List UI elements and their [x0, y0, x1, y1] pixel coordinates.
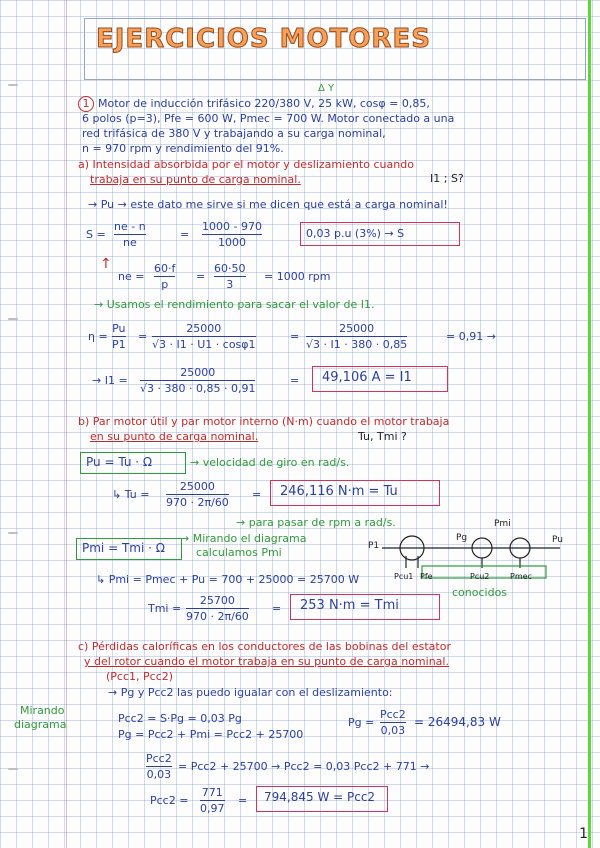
eta-numerator-3: 25000 — [339, 322, 375, 335]
diagram-note-2: calculamos Pmi — [196, 546, 282, 559]
ne-numerator-values: 60·50 — [214, 262, 246, 275]
diagram-label-pcu1: Pcu1 — [394, 572, 414, 581]
problem-line-4: n = 970 rpm y rendimiento del 91%. — [82, 142, 284, 155]
pmi-formula: Pmi = Tmi · Ω — [82, 541, 165, 555]
pcc2-label: Pcc2 = — [150, 794, 189, 807]
i1-fraction — [140, 366, 255, 395]
problem-line-2: 6 polos (p=3), Pfe = 600 W, Pmec = 700 W. Motor conectado a una — [82, 112, 455, 125]
eq3-fraction — [146, 752, 172, 781]
part-b-question-2: en su punto de carga nominal. — [90, 430, 259, 443]
ne-denominator: p — [161, 278, 169, 291]
rad-note: → para pasar de rpm a rad/s. — [236, 516, 396, 529]
tu-result: 246,116 N·m = Tu — [280, 484, 398, 499]
rendimiento-note: → Usamos el rendimiento para sacar el valor de I1. — [94, 298, 375, 311]
page-title: EJERCICIOS MOTORES — [96, 24, 431, 54]
tu-label: ↳ Tu = — [112, 488, 150, 501]
s-numerator: ne - n — [114, 220, 146, 233]
eq3-denominator: 0,03 — [146, 768, 172, 781]
eq3-rest: = Pcc2 + 25700 → Pcc2 = 0,03 Pcc2 + 771 → — [178, 760, 430, 773]
tu-denominator: 970 · 2π/60 — [166, 496, 229, 509]
part-b-question-1: b) Par motor útil y par motor interno (N·m) cuando el motor trabaja — [78, 415, 450, 428]
eta-numerator-2: 25000 — [186, 322, 222, 335]
tmi-equals: = — [272, 602, 282, 615]
ne-label: ne = — [118, 270, 145, 283]
part-c-question-3: (Pcc1, Pcc2) — [106, 670, 174, 683]
s-denominator: ne — [122, 236, 137, 249]
diagram-label-pu: Pu — [552, 535, 563, 545]
part-c-question-2: y del rotor cuando el motor trabaja en su punto de carga nominal. — [84, 655, 449, 668]
eta-result: = 0,91 → — [446, 330, 496, 343]
problem-line-3: red trifásica de 380 V y trabajando a su carga nominal, — [82, 127, 386, 140]
tmi-result: 253 N·m = Tmi — [300, 598, 399, 613]
diagram-label-p1: P1 — [368, 541, 380, 551]
pg-denominator: 0,03 — [380, 724, 406, 737]
diagram-note-1: → Mirando el diagrama — [180, 532, 307, 545]
diagram-label-pg: Pg — [456, 533, 468, 543]
pu-note: → Pu → este dato me sirve si me dicen que está a carga nominal! — [88, 198, 448, 211]
tu-equals: = — [252, 488, 262, 501]
s-result: 0,03 p.u (3%) → S — [306, 227, 405, 240]
omega-note: → velocidad de giro en rad/s. — [190, 456, 350, 469]
tu-numerator: 25000 — [179, 480, 215, 493]
part-a-unknowns: I1 ; S? — [430, 172, 464, 185]
part-b-unknowns: Tu, Tmi ? — [358, 430, 407, 443]
i1-denominator: √3 · 380 · 0,85 · 0,91 — [140, 382, 256, 395]
ne-equals: = — [196, 270, 206, 283]
i1-result: 49,106 A = I1 — [322, 370, 412, 385]
punch-hole — [8, 318, 18, 320]
pcc2-result: 794,845 W = Pcc2 — [264, 790, 376, 804]
eta-fraction — [112, 322, 126, 351]
punch-hole — [8, 532, 18, 534]
tu-fraction — [166, 480, 229, 509]
ne-result: = 1000 rpm — [264, 270, 331, 283]
eta-denominator: P1 — [112, 338, 126, 351]
eta-denominator-3: √3 · I1 · 380 · 0,85 — [306, 338, 408, 351]
diagram-label-pcu2: Pcu2 — [470, 572, 490, 581]
eta-numerator: Pu — [112, 322, 126, 335]
pg-label: Pg = — [348, 716, 375, 729]
i1-label: → I1 = — [92, 374, 128, 387]
pcc2-equation: Pcc2 = S·Pg = 0,03 Pg — [118, 712, 242, 725]
i1-numerator: 25000 — [180, 366, 216, 379]
eta-fraction-symbolic — [152, 322, 256, 351]
s-label: S = — [86, 228, 106, 241]
diagrama-note: diagrama — [14, 718, 67, 731]
diagram-label-pmec: Pmec — [510, 572, 532, 581]
s-fraction-values — [202, 220, 262, 249]
eta-equals-2: = — [290, 330, 300, 343]
eta-equals: = — [138, 330, 148, 343]
ne-fraction — [154, 262, 175, 291]
punch-hole — [8, 84, 18, 86]
diagram-label-pmi: Pmi — [494, 519, 511, 529]
pcc2-fraction — [200, 786, 225, 815]
pg-numerator: Pcc2 — [380, 708, 406, 721]
pcc2-numerator: 771 — [201, 786, 223, 799]
page-edge-highlight — [588, 0, 591, 848]
problem-line-1: Motor de inducción trifásico 220/380 V, 25 kW, cosφ = 0,85, — [98, 97, 430, 110]
known-label: conocidos — [452, 586, 508, 599]
mirando-note: Mirando — [20, 704, 65, 717]
pg-fraction — [380, 708, 406, 737]
part-a-question-1: a) Intensidad absorbida por el motor y deslizamiento cuando — [78, 158, 414, 171]
part-c-note: → Pg y Pcc2 las puedo igualar con el deslizamiento: — [108, 686, 393, 699]
eq3-numerator: Pcc2 — [146, 752, 172, 765]
punch-hole — [8, 768, 18, 770]
s-equals: = — [180, 228, 190, 241]
ne-denominator-values: 3 — [226, 278, 234, 291]
s-numerator-values: 1000 - 970 — [202, 220, 262, 233]
pmi-calculation: ↳ Pmi = Pmec + Pu = 700 + 25000 = 25700 W — [96, 573, 360, 586]
page-number: 1 — [579, 826, 588, 842]
part-a-question-2: trabaja en su punto de carga nominal. — [90, 173, 301, 186]
tmi-denominator: 970 · 2π/60 — [186, 610, 249, 623]
problem-number: 1 — [78, 96, 94, 112]
s-denominator-values: 1000 — [217, 236, 246, 249]
pg-equation: Pg = Pcc2 + Pmi = Pcc2 + 25700 — [118, 728, 304, 741]
ne-numerator: 60·f — [154, 262, 176, 275]
pu-formula: Pu = Tu · Ω — [86, 455, 153, 469]
part-c-question-1: c) Pérdidas caloríficas en los conductores de las bobinas del estator — [78, 640, 451, 653]
tmi-label: Tmi = — [148, 602, 182, 615]
diagram-label-pfe: Pfe — [420, 572, 433, 581]
pcc2-equals: = — [238, 794, 248, 807]
delta-y-annotation: Δ Y — [318, 83, 335, 94]
pcc2-denominator: 0,97 — [200, 802, 225, 815]
i1-equals: = — [290, 374, 300, 387]
ne-fraction-values — [214, 262, 246, 291]
s-fraction — [114, 220, 146, 249]
tmi-fraction — [186, 594, 249, 623]
tmi-numerator: 25700 — [199, 594, 235, 607]
eta-denominator-2: √3 · I1 · U1 · cosφ1 — [152, 338, 256, 351]
pg-result: = 26494,83 W — [414, 715, 501, 729]
eta-label: η = — [88, 330, 108, 343]
link-mark: ↑ — [100, 256, 112, 272]
eta-fraction-values — [306, 322, 407, 351]
